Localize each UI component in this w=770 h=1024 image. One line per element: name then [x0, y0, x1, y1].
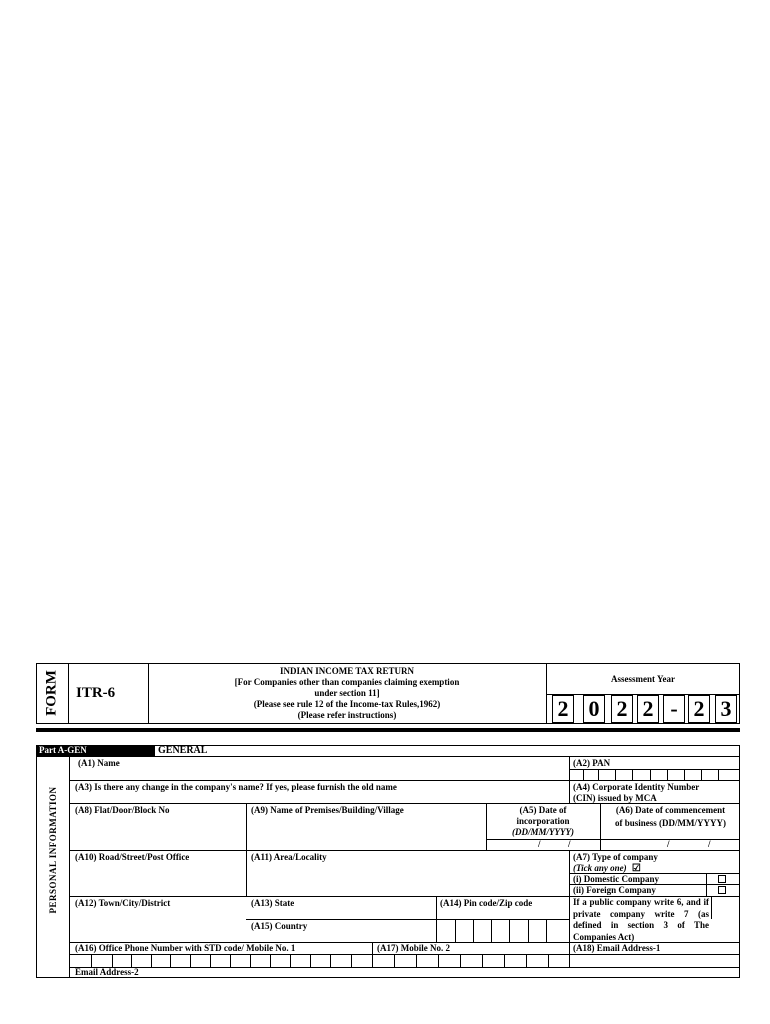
- a13-state-label: (A13) State: [251, 898, 295, 908]
- divider: [36, 756, 740, 757]
- part-a-tab-label: Part A-GEN: [39, 745, 87, 755]
- a5-text: incorporation: [516, 816, 570, 826]
- a17-mobile2-label: (A17) Mobile No. 2: [377, 943, 450, 953]
- pincode-input[interactable]: [436, 919, 569, 942]
- assessment-year-digit: 2: [611, 695, 633, 723]
- a10-road-label: (A10) Road/Street/Post Office: [75, 852, 190, 862]
- date-separator: /: [667, 839, 670, 849]
- divider: [69, 967, 740, 968]
- a9-premises-label: (A9) Name of Premises/Building/Village: [251, 805, 404, 815]
- form-subtitle: (Please see rule 12 of the Income-tax Rules,1962): [253, 699, 441, 709]
- date-separator: /: [708, 839, 711, 849]
- divider: [69, 850, 740, 851]
- foreign-company-checkbox[interactable]: [718, 886, 726, 894]
- form-subtitle: [For Companies other than companies claiming exemption: [234, 677, 460, 687]
- a18-email1-label: (A18) Email Address-1: [573, 943, 661, 953]
- a5-text: (DD/MM/YYYY): [512, 827, 574, 837]
- a6-commencement-label: [601, 805, 740, 829]
- public-private-note: If a public company write 6, and if private company write 7 (as defined in section 3 of The Companies Act): [573, 897, 709, 942]
- divider: [569, 850, 570, 954]
- a6-text: of business (DD/MM/YYYY): [615, 818, 726, 828]
- divider: [69, 756, 70, 978]
- a2-pan-label: (A2) PAN: [573, 758, 611, 768]
- foreign-company-label: (ii) Foreign Company: [573, 885, 656, 895]
- a8-flat-label: (A8) Flat/Door/Block No: [75, 805, 170, 815]
- form-label: FORM: [43, 670, 60, 716]
- email1-input[interactable]: [569, 954, 740, 967]
- date-separator: /: [538, 839, 541, 849]
- company-type-code-input[interactable]: [711, 896, 740, 919]
- assessment-year-digit: 2: [552, 695, 574, 723]
- office-phone-input[interactable]: [69, 954, 372, 967]
- divider: [148, 663, 149, 724]
- form-title-block: [150, 666, 544, 721]
- section-title: GENERAL: [158, 745, 208, 756]
- a16-phone-label: (A16) Office Phone Number with STD code/ Mobile No. 1: [75, 943, 296, 953]
- a4-cin-label: (A4) Corporate Identity Number: [573, 782, 700, 792]
- assessment-year-digit: 2: [688, 695, 710, 723]
- divider: [436, 896, 437, 919]
- divider: [68, 663, 69, 724]
- domestic-company-checkbox[interactable]: [718, 875, 726, 883]
- date-separator: /: [568, 839, 571, 849]
- a12-town-label: (A12) Town/City/District: [75, 898, 171, 908]
- email2-label: Email Address-2: [75, 967, 139, 977]
- a1-name-label: (A1) Name: [78, 758, 120, 768]
- a6-date-input[interactable]: [600, 839, 740, 850]
- a14-pincode-label: (A14) Pin code/Zip code: [440, 898, 533, 908]
- assessment-year-label: Assessment Year: [611, 674, 675, 684]
- a5-date-input[interactable]: [486, 839, 600, 850]
- a4-cin-label: (CIN) issued by MCA: [573, 793, 657, 803]
- a11-area-label: (A11) Area/Locality: [251, 852, 327, 862]
- a6-text: (A6) Date of commencement: [615, 805, 726, 815]
- assessment-year-digit: 3: [715, 695, 737, 723]
- divider: [69, 803, 740, 804]
- a7-company-type-label: (A7) Type of company: [573, 852, 658, 862]
- a5-incorporation-label: [487, 805, 599, 838]
- header-rule: [36, 728, 740, 732]
- a15-country-label: (A15) Country: [251, 921, 308, 931]
- assessment-year-digit: 2: [637, 695, 659, 723]
- a3-name-change-label: (A3) Is there any change in the company's name? If yes, please furnish the old name: [75, 782, 397, 792]
- mobile2-input[interactable]: [372, 954, 569, 967]
- checked-box-icon: ☑: [631, 863, 641, 874]
- assessment-year-digit: 0: [583, 695, 605, 723]
- domestic-company-label: (i) Domestic Company: [573, 874, 659, 884]
- form-subtitle: (Please refer instructions): [297, 710, 397, 720]
- assessment-year-digit: -: [663, 695, 685, 723]
- a5-text: (A5) Date of: [519, 805, 567, 815]
- side-label: PERSONAL INFORMATION: [48, 786, 58, 914]
- form-title: INDIAN INCOME TAX RETURN: [280, 666, 414, 676]
- form-name: ITR-6: [76, 685, 116, 701]
- a7-tick-text: (Tick any one): [573, 863, 627, 873]
- form-subtitle: under section 11]: [314, 688, 380, 698]
- divider: [69, 780, 740, 781]
